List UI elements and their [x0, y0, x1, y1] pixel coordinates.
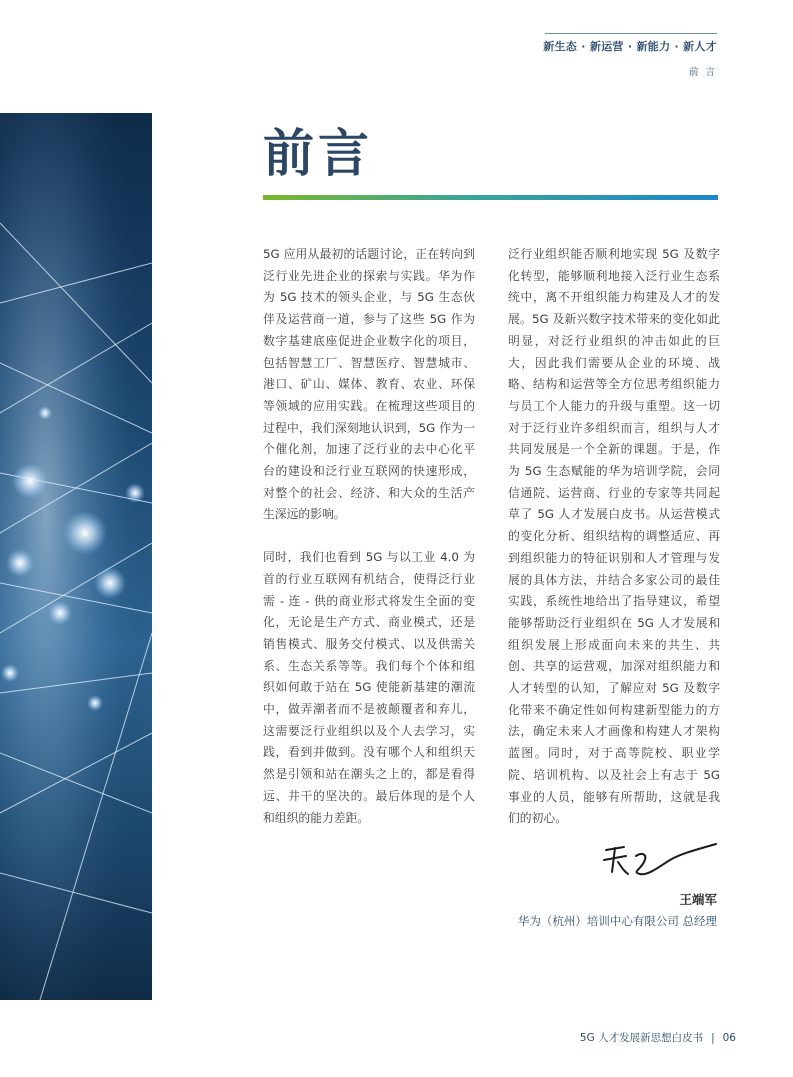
page-number: 06	[722, 1031, 736, 1044]
body-paragraph: 泛行业组织能否顺利地实现 5G 及数字化转型，能够顺利地接入泛行业生态系统中，离不开组织能力构建及人才的发展。5G 及新兴数字技术带来的变化如此明显，对泛行业组织的冲击如此的巨大，因此我们需要从企业的环境、战略、结构和运营等全方位思考组织能力与员工个人能力的升级与重塑。这一切对于泛行业许多组织而言，组织与人才共同发展是一个全新的课题。于是，作为 5G 生态赋能的华为培训学院，会同信通院、运营商、行业的专家等共同起草了 5G 人才发展白皮书。从运营模式的变化分析、组织结构的调整适应、再到组织能力的特征识别和人才管理与发展的具体方法，并结合多家公司的最佳实践，系统性地给出了指导建议，希望能够帮助泛行业组织在 5G 人才发展和组织发展上形成面向未来的共生、共创、共享的运营观，加深对组织能力和人才转型的认知，了解应对 5G 及数字化带来不确定性如何构建新型能力的方法，确定未来人才画像和构建人才架构蓝图。同时，对于高等院校、职业学院、培训机构、以及社会上有志于 5G 事业的人员，能够有所帮助，这就是我们的初心。	[508, 247, 720, 826]
signer-title: 华为（杭州）培训中心有限公司 总经理	[517, 914, 717, 928]
footer-separator: |	[711, 1031, 715, 1044]
title-gradient-bar	[263, 195, 718, 200]
body-column-left	[263, 244, 475, 850]
header-rule	[545, 33, 717, 34]
signer-name: 王端军	[679, 892, 717, 907]
handwritten-signature	[600, 836, 720, 882]
header-tagline: 新生态 · 新运营 · 新能力 · 新人才	[543, 40, 717, 53]
page-footer	[580, 1030, 736, 1045]
body-column-right	[508, 244, 720, 851]
page-title: 前言	[263, 125, 374, 184]
body-paragraph: 5G 应用从最初的话题讨论，正在转向到泛行业先进企业的探索与实践。华为作为 5G 技术的领头企业，与 5G 生态伙伴及运营商一道，参与了这些 5G 作为数字基建底座促进企业数字化的项目，包括智慧工厂、智慧医疗、智慧城市、港口、矿山、媒体、教育、农业、环保等领域的应用实践。在梳理这些项目的过程中，我们深刻地认识到，5G 作为一个催化剂，加速了泛行业的去中心化平台的建设和泛行业互联网的快速形成，对整个的社会、经济、和大众的生活产生深远的影响。	[263, 247, 475, 522]
network-light-illustration	[0, 113, 152, 1000]
hero-image	[0, 113, 152, 1000]
header-section-label: 前 言	[688, 67, 717, 78]
body-paragraph: 同时，我们也看到 5G 与以工业 4.0 为首的行业互联网有机结合，使得泛行业需 - 连 - 供的商业形式将发生全面的变化，无论是生产方式、商业模式，还是销售模式、服务交付模式、以及供需关系、生态关系等等。我们每个个体和组织如何敢于站在 5G 使能新基建的潮流中，做弄潮者而不是被颠覆者和弃儿，这需要泛行业组织以及个人去学习，实践，看到并做到。没有哪个人和组织天然是引领和站在潮头之上的，都是看得远、井干的坚决的。最后体现的是个人和组织的能力差距。	[263, 550, 475, 825]
footer-doc-title: 5G 人才发展新思想白皮书	[579, 1032, 704, 1044]
